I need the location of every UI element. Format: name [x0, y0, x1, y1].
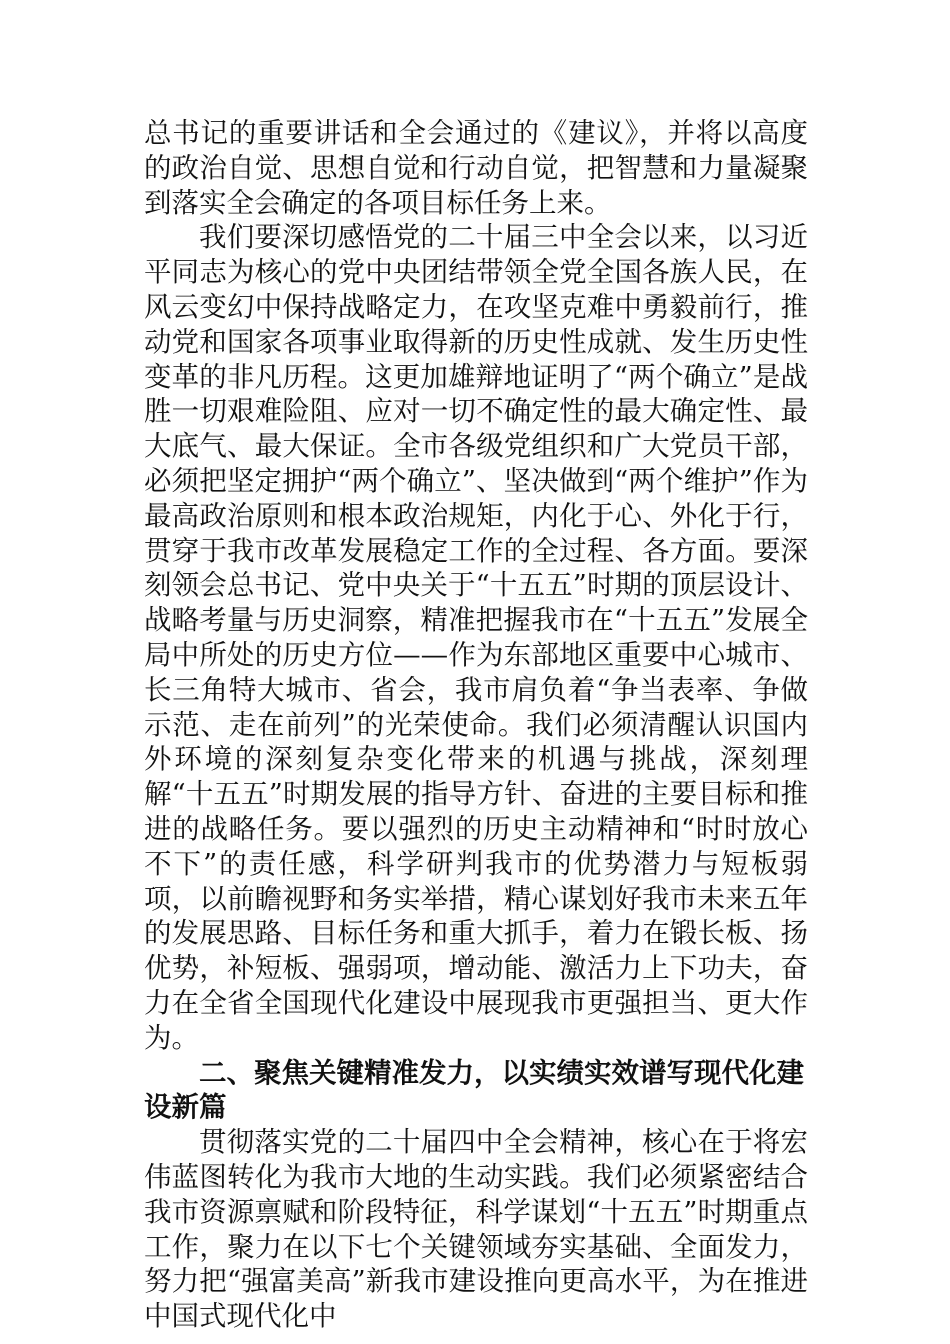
section-heading: 二、聚焦关键精准发力，以实绩实效谱写现代化建设新篇	[144, 1056, 804, 1124]
body-paragraph-1: 总书记的重要讲话和全会通过的《建议》，并将以高度的政治自觉、思想自觉和行动自觉，把智慧和力量凝聚到落实全会确定的各项目标任务上来。	[144, 117, 808, 219]
body-paragraph-2: 我们要深切感悟党的二十届三中全会以来，以习近平同志为核心的党中央团结带领全党全国各族人民，在风云变幻中保持战略定力，在攻坚克难中勇毅前行，推动党和国家各项事业取得新的历史性成就、发生历史性变革的非凡历程。这更加雄辩地证明了“两个确立”是战胜一切艰难险阻、应对一切不确定性的最大确定性、最大底气、最大保证。全市各级党组织和广大党员干部，必须把坚定拥护“两个确立”、坚决做到“两个维护”作为最高政治原则和根本政治规矩，内化于心、外化于行，贯穿于我市改革发展稳定工作的全过程、各方面。要深刻领会总书记、党中央关于“十五五”时期的顶层设计、战略考量与历史洞察，精准把握我市在“十五五”发展全局中所处的历史方位——作为东部地区重要中心城市、长三角特大城市、省会，我市肩负着“争当表率、争做示范、走在前列”的光荣使命。我们必须清醒认识国内外环境的深刻复杂变化带来的机遇与挑战，深刻理解“十五五”时期发展的指导方针、奋进的主要目标和推进的战略任务。要以强烈的历史主动精神和“时时放心不下”的责任感，科学研判我市的优势潜力与短板弱项，以前瞻视野和务实举措，精心谋划好我市未来五年的发展思路、目标任务和重大抓手，着力在锻长板、扬优势，补短板、强弱项，增动能、激活力上下功夫，奋力在全省全国现代化建设中展现我市更强担当、更大作为。	[144, 221, 808, 1054]
body-paragraph-3: 贯彻落实党的二十届四中全会精神，核心在于将宏伟蓝图转化为我市大地的生动实践。我们必须紧密结合我市资源禀赋和阶段特征，科学谋划“十五五”时期重点工作，聚力在以下七个关键领域夯实基础、全面发力，努力把“强富美高”新我市建设推向更高水平，为在推进中国式现代化中	[144, 1126, 808, 1333]
document-page	[144, 116, 808, 1334]
